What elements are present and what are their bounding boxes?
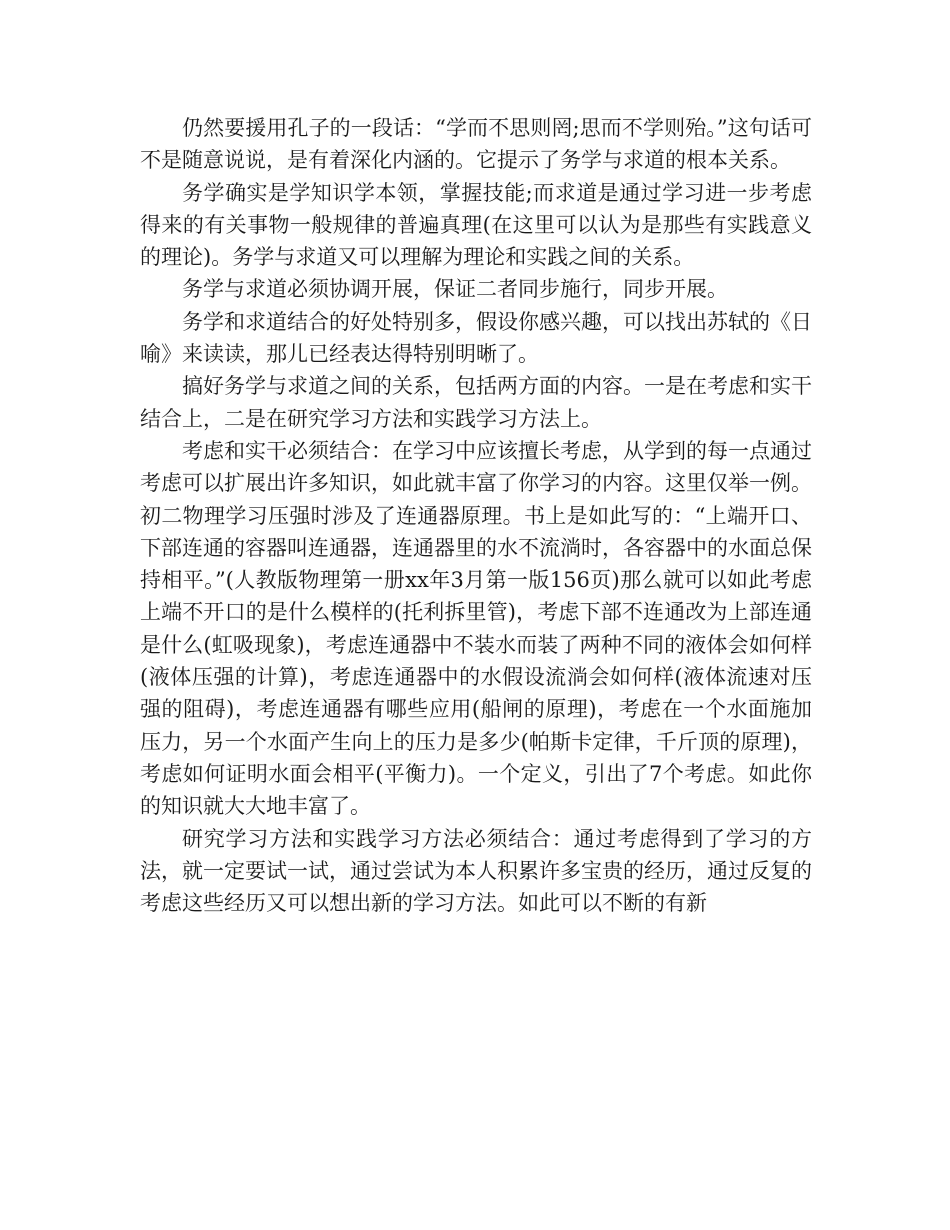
paragraph-learning-and-seeking: 务学确实是学知识学本领，掌握技能;而求道是通过学习进一步考虑得来的有关事物一般规律的普遍真理(在这里可以认为是那些有实践意义的理论)。务学与求道又可以理解为理论和实践之间的关系。	[140, 180, 812, 270]
paragraph-learning-methods: 研究学习方法和实践学习方法必须结合：通过考虑得到了学习的方法，就一定要试一试，通过尝试为本人积累许多宝贵的经历，通过反复的考虑这些经历又可以想出新的学习方法。如此可以不断的有新	[140, 826, 812, 916]
paragraph-two-aspects: 搞好务学与求道之间的关系，包括两方面的内容。一是在考虑和实干结合上，二是在研究学习方法和实践学习方法上。	[140, 374, 812, 431]
paragraph-su-shi-riyu: 务学和求道结合的好处特别多，假设你感兴趣，可以找出苏轼的《日喻》来读读，那儿已经表达得特别明晰了。	[140, 309, 812, 367]
document-page	[140, 112, 812, 919]
paragraph-coordinate-development: 务学与求道必须协调开展，保证二者同步施行，同步开展。	[182, 277, 728, 302]
paragraph-confucius-quote: 仍然要援用孔子的一段话：“学而不思则罔;思而不学则殆。”这句话可不是随意说说，是有着深化内涵的。它提示了务学与求道的根本关系。	[140, 116, 812, 173]
paragraph-thinking-and-practice: 考虑和实干必须结合：在学习中应该擅长考虑，从学到的每一点通过考虑可以扩展出许多知识，如此就丰富了你学习的内容。这里仅举一例。初二物理学习压强时涉及了连通器原理。书上是如此写的：“上端开口、下部连通的容器叫连通器，连通器里的水不流淌时，各容器中的水面总保持相平。”(人教版物理第一册xx年3月第一版156页)那么就可以如此考虑上端不开口的是什么模样的(托利拆里管)，考虑下部不连通改为上部连通是什么(虹吸现象)，考虑连通器中不装水而装了两种不同的液体会如何样(液体压强的计算)，考虑连通器中的水假设流淌会如何样(液体流速对压强的阻碍)，考虑连通器有哪些应用(船闸的原理)，考虑在一个水面施加压力，另一个水面产生向上的压力是多少(帕斯卡定律，千斤顶的原理)，考虑如何证明水面会相平(平衡力)。一个定义，引出了7个考虑。如此你的知识就大大地丰富了。	[140, 438, 812, 819]
